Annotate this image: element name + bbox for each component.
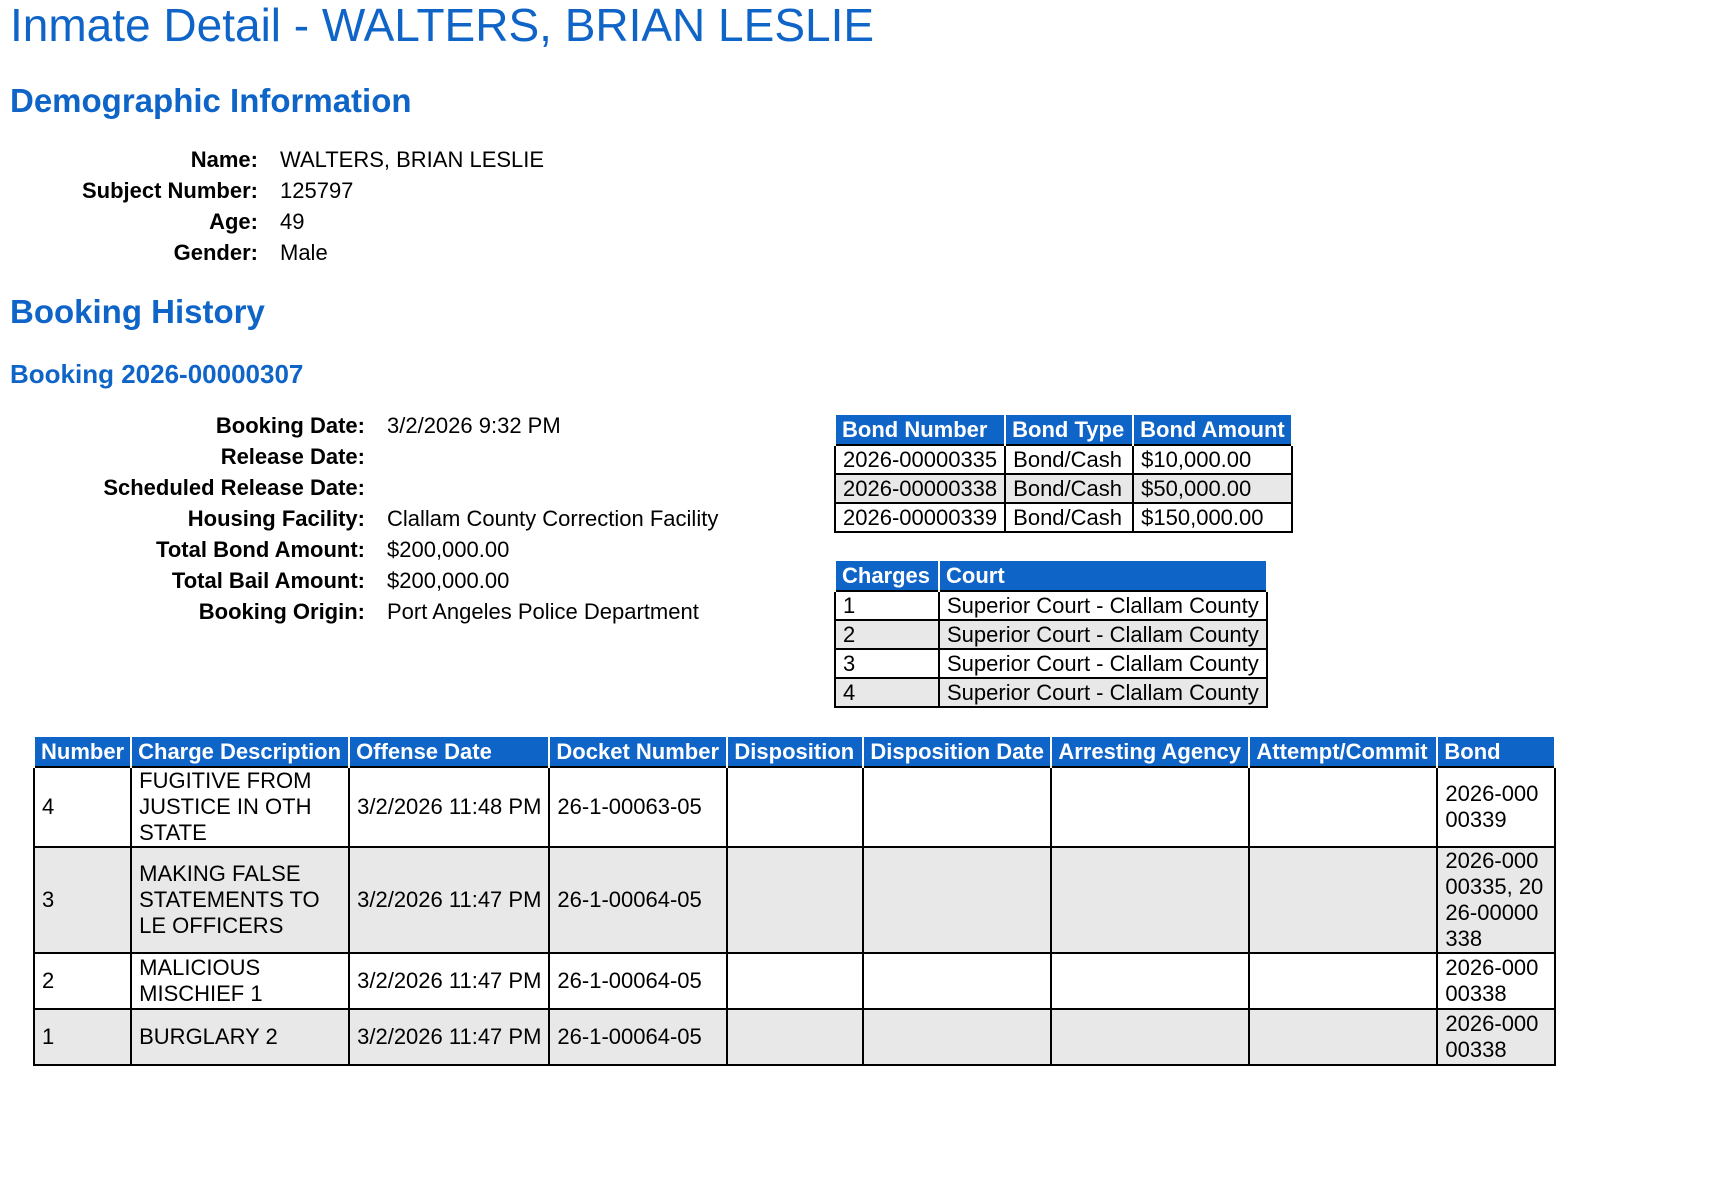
demographic-row-age [0,206,544,237]
column-header: Disposition [727,737,863,767]
offense-date-cell: 3/2/2026 11:47 PM [349,847,549,953]
column-header: Arresting Agency [1051,737,1249,767]
field-label: Total Bail Amount: [171,568,365,593]
field-value: 49 [280,209,305,234]
demographic-row-name [0,144,544,175]
field-value [365,472,387,503]
column-header: Docket Number [549,737,727,767]
attempt-commit-cell [1249,1009,1437,1065]
bond-amount-cell: $10,000.00 [1133,445,1292,474]
disposition-cell [727,1009,863,1065]
disposition-cell [727,767,863,847]
column-header: Attempt/Commit [1249,737,1437,767]
charge-number-cell: 2 [835,620,939,649]
disposition-date-cell [863,767,1051,847]
table-row [835,678,1267,707]
attempt-commit-cell [1249,767,1437,847]
arresting-agency-cell [1051,953,1249,1009]
attempt-commit-cell [1249,953,1437,1009]
booking-row-total-bail-amount [0,565,718,596]
field-value [365,441,387,472]
disposition-date-cell [863,1009,1051,1065]
charge-description-cell: FUGITIVE FROM JUSTICE IN OTH STATE [131,767,349,847]
field-label: Booking Origin: [198,599,365,624]
charge-number-cell: 1 [835,591,939,620]
charges-header-row [34,737,1555,767]
table-row [835,503,1292,532]
bond-type-cell: Bond/Cash [1005,503,1133,532]
demographics-heading: Demographic Information [10,82,412,119]
column-header: Bond Type [1005,415,1133,445]
bond-cell: 2026-00000339 [1437,767,1555,847]
demographics-fields [0,144,544,268]
field-label: Name: [190,147,258,172]
charge-number-cell: 1 [34,1009,131,1065]
column-header: Bond Number [835,415,1005,445]
offense-date-cell: 3/2/2026 11:48 PM [349,767,549,847]
field-label: Booking Date: [215,413,365,438]
field-label: Gender: [173,240,258,265]
bond-number-cell: 2026-00000335 [835,445,1005,474]
bond-type-cell: Bond/Cash [1005,445,1133,474]
column-header: Charge Description [131,737,349,767]
bond-cell: 2026-00000338 [1437,1009,1555,1065]
field-value: 3/2/2026 9:32 PM [387,413,561,438]
booking-row-housing-facility [0,503,718,534]
charge-number-cell: 4 [34,767,131,847]
field-value: Port Angeles Police Department [387,599,699,624]
column-header: Court [939,561,1267,591]
booking-row-scheduled-release-date [0,472,718,503]
charges-table [33,737,1556,1066]
table-row [835,474,1292,503]
charge-number-cell: 3 [34,847,131,953]
demographic-row-subject-number [0,175,544,206]
table-row [835,649,1267,678]
demographic-row-gender [0,237,544,268]
column-header: Charges [835,561,939,591]
column-header: Bond Amount [1133,415,1292,445]
disposition-cell [727,847,863,953]
bonds-table [834,415,1293,533]
booking-history-heading: Booking History [10,293,265,330]
column-header: Offense Date [349,737,549,767]
bond-amount-cell: $50,000.00 [1133,474,1292,503]
table-row [34,1009,1555,1065]
bond-type-cell: Bond/Cash [1005,474,1133,503]
court-cell: Superior Court - Clallam County [939,591,1267,620]
column-header: Bond [1437,737,1555,767]
column-header: Number [34,737,131,767]
field-value: Male [280,240,328,265]
charge-description-cell: MAKING FALSE STATEMENTS TO LE OFFICERS [131,847,349,953]
charge-description-cell: BURGLARY 2 [131,1009,349,1065]
docket-number-cell: 26-1-00064-05 [549,953,727,1009]
docket-number-cell: 26-1-00063-05 [549,767,727,847]
field-label: Total Bond Amount: [156,537,365,562]
bond-amount-cell: $150,000.00 [1133,503,1292,532]
table-row [34,953,1555,1009]
courts-header-row [835,561,1267,591]
table-row [34,847,1555,953]
disposition-date-cell [863,953,1051,1009]
field-label: Age: [209,209,258,234]
bond-number-cell: 2026-00000338 [835,474,1005,503]
field-label: Subject Number: [81,178,258,203]
bond-number-cell: 2026-00000339 [835,503,1005,532]
booking-fields [0,410,718,627]
charge-description-cell: MALICIOUS MISCHIEF 1 [131,953,349,1009]
court-cell: Superior Court - Clallam County [939,620,1267,649]
charge-number-cell: 4 [835,678,939,707]
table-row [835,445,1292,474]
field-value: $200,000.00 [387,568,510,593]
disposition-date-cell [863,847,1051,953]
field-label: Scheduled Release Date: [103,475,365,500]
courts-table [834,561,1268,708]
offense-date-cell: 3/2/2026 11:47 PM [349,1009,549,1065]
attempt-commit-cell [1249,847,1437,953]
court-cell: Superior Court - Clallam County [939,678,1267,707]
booking-row-booking-origin [0,596,718,627]
charge-number-cell: 2 [34,953,131,1009]
field-value: $200,000.00 [387,537,510,562]
booking-row-total-bond-amount [0,534,718,565]
booking-row-release-date [0,441,718,472]
booking-heading: Booking 2026-00000307 [10,359,304,389]
court-cell: Superior Court - Clallam County [939,649,1267,678]
field-value: Clallam County Correction Facility [387,506,719,531]
arresting-agency-cell [1051,767,1249,847]
field-label: Housing Facility: [187,506,365,531]
arresting-agency-cell [1051,1009,1249,1065]
docket-number-cell: 26-1-00064-05 [549,847,727,953]
field-value: WALTERS, BRIAN LESLIE [280,147,545,172]
docket-number-cell: 26-1-00064-05 [549,1009,727,1065]
table-row [835,620,1267,649]
field-label: Release Date: [220,444,365,469]
bonds-header-row [835,415,1292,445]
arresting-agency-cell [1051,847,1249,953]
bond-cell: 2026-00000335, 2026-00000338 [1437,847,1555,953]
table-row [34,767,1555,847]
booking-row-booking-date [0,410,718,441]
disposition-cell [727,953,863,1009]
bond-cell: 2026-00000338 [1437,953,1555,1009]
column-header: Disposition Date [863,737,1051,767]
offense-date-cell: 3/2/2026 11:47 PM [349,953,549,1009]
table-row [835,591,1267,620]
page-title: Inmate Detail - WALTERS, BRIAN LESLIE [10,0,875,51]
field-value: 125797 [280,178,354,203]
charge-number-cell: 3 [835,649,939,678]
